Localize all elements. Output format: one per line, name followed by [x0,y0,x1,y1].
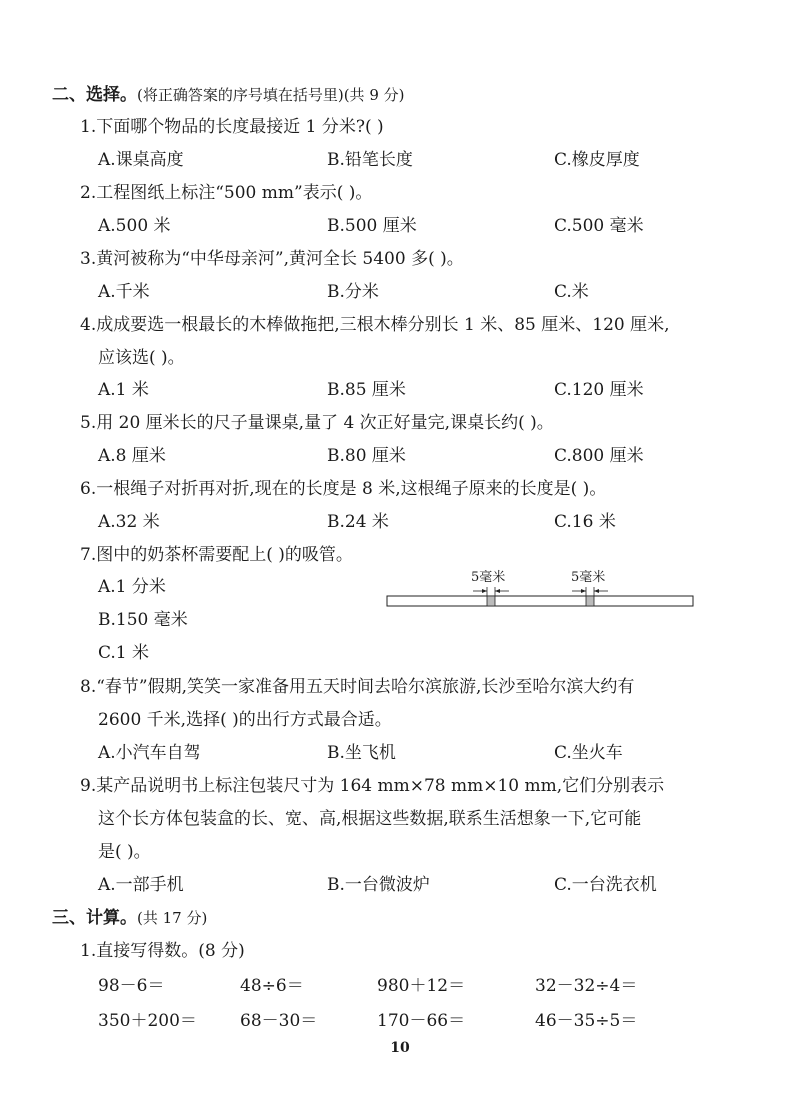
question-4: 4.成成要选一根最长的木棒做拖把,三根木棒分别长 1 米、85 厘米、120 厘米, [80,315,670,335]
section-3-note: (共 17 分) [137,909,208,927]
q1-option-b: B.铅笔长度 [327,150,413,170]
calc-item: 350＋200＝ [98,1011,197,1031]
q1-option-c: C.橡皮厚度 [554,150,640,170]
q6-option-b: B.24 米 [327,512,389,532]
straw-drawing [385,584,705,614]
question-8: 8.“春节”假期,笑笑一家准备用五天时间去哈尔滨旅游,长沙至哈尔滨大约有 [80,677,635,697]
q9-option-c: C.一台洗衣机 [554,875,657,895]
calc-item: 980＋12＝ [377,976,466,996]
section-2-heading [52,84,405,106]
q5-option-c: C.800 厘米 [554,446,644,466]
section-3-title: 三、计算。 [52,908,137,928]
q3-option-a: A.千米 [98,282,150,302]
q8-option-a: A.小汽车自驾 [98,743,201,763]
straw-label-1: 5毫米 [471,570,506,585]
question-9-cont: 这个长方体包装盒的长、宽、高,根据这些数据,联系生活想象一下,它可能 [98,809,642,829]
q9-option-a: A.一部手机 [98,875,184,895]
q6-option-c: C.16 米 [554,512,616,532]
section-2-title: 二、选择。 [52,85,137,105]
question-9: 9.某产品说明书上标注包装尺寸为 164 mm×78 mm×10 mm,它们分别表示 [80,776,665,796]
calc-item: 98－6＝ [98,976,165,996]
q1-option-a: A.课桌高度 [98,150,184,170]
question-3: 3.黄河被称为“中华母亲河”,黄河全长 5400 多( )。 [80,249,464,269]
question-5: 5.用 20 厘米长的尺子量课桌,量了 4 次正好量完,课桌长约( )。 [80,413,554,433]
calc-item: 46－35÷5＝ [535,1011,638,1031]
q9-option-b: B.一台微波炉 [327,875,430,895]
calc-item: 68－30＝ [240,1011,318,1031]
question-2: 2.工程图纸上标注“500 mm”表示( )。 [80,183,373,203]
straw-label-2: 5毫米 [571,570,606,585]
q5-option-a: A.8 厘米 [98,446,166,466]
calc-item: 32－32÷4＝ [535,976,638,996]
page-number: 10 [390,1040,410,1056]
section-3-subheading: 1.直接写得数。(8 分) [80,941,245,961]
q2-option-a: A.500 米 [98,216,171,236]
q8-option-b: B.坐飞机 [327,743,396,763]
q2-option-c: C.500 毫米 [554,216,644,236]
q4-option-a: A.1 米 [98,380,149,400]
q3-option-b: B.分米 [327,282,379,302]
question-1: 1.下面哪个物品的长度最接近 1 分米?( ) [80,117,384,137]
q8-option-c: C.坐火车 [554,743,623,763]
q6-option-a: A.32 米 [98,512,160,532]
q3-option-c: C.米 [554,282,589,302]
q4-option-b: B.85 厘米 [327,380,406,400]
question-9-cont-2: 是( )。 [98,842,151,862]
q2-option-b: B.500 厘米 [327,216,417,236]
calc-item: 48÷6＝ [240,976,304,996]
section-3-heading [52,907,207,929]
question-6: 6.一根绳子对折再对折,现在的长度是 8 米,这根绳子原来的长度是( )。 [80,479,607,499]
q4-option-c: C.120 厘米 [554,380,644,400]
q5-option-b: B.80 厘米 [327,446,406,466]
question-4-cont: 应该选( )。 [98,348,185,368]
q7-option-c: C.1 米 [98,643,150,663]
section-2-note: (将正确答案的序号填在括号里)(共 9 分) [137,86,405,104]
q7-option-b: B.150 毫米 [98,610,188,630]
question-8-cont: 2600 千米,选择( )的出行方式最合适。 [98,710,392,730]
q7-option-a: A.1 分米 [98,577,166,597]
question-7: 7.图中的奶茶杯需要配上( )的吸管。 [80,545,353,565]
calc-item: 170－66＝ [377,1011,466,1031]
